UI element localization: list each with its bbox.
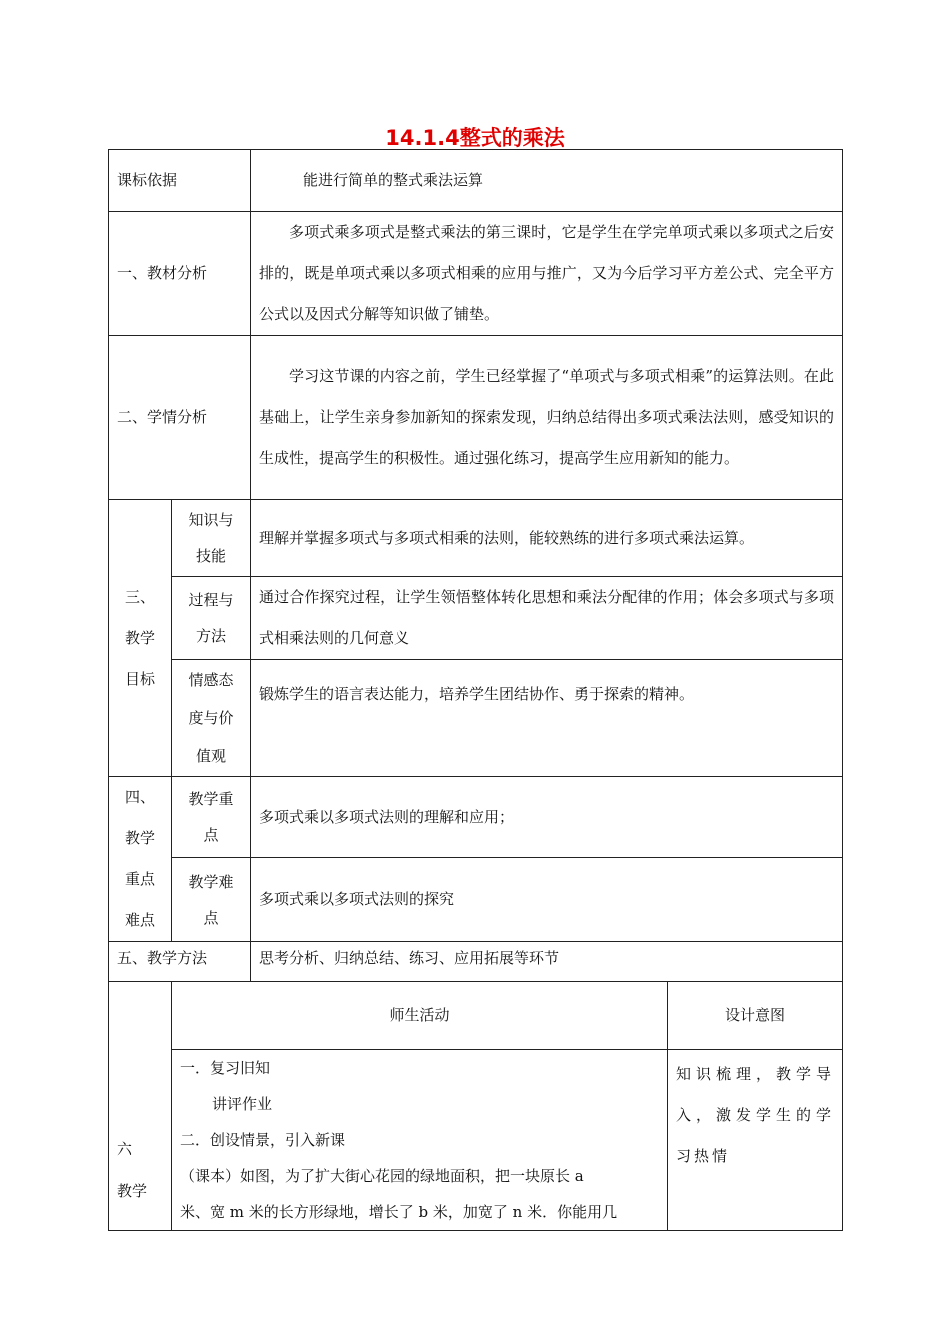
row-process-header — [109, 982, 843, 1050]
goal-knowledge-label — [172, 500, 251, 577]
goal-emotion-label-3: 值观 — [196, 747, 227, 765]
basis-content: 能进行简单的整式乘法运算 — [251, 150, 843, 212]
material-label: 一、教材分析 — [109, 212, 251, 336]
activity-content — [172, 1050, 668, 1231]
goal-knowledge-content: 理解并掌握多项式与多项式相乘的法则，能较熟练的进行多项式乘法运算。 — [251, 500, 843, 577]
focus-difficulty-label — [172, 858, 251, 942]
basis-label: 课标依据 — [109, 150, 251, 212]
goals-label-1: 三、 — [124, 587, 155, 606]
goal-process-label-1: 过程与 — [188, 591, 234, 609]
goal-process-content — [251, 577, 843, 660]
row-method — [109, 942, 843, 982]
focus-key-label-1: 教学重 — [188, 790, 234, 809]
goal-knowledge-label-1: 知识与 — [188, 511, 234, 529]
goal-emotion-label-1: 情感态 — [188, 671, 234, 689]
goal-process-label-2: 方法 — [196, 627, 227, 645]
students-label: 二、学情分析 — [109, 336, 251, 500]
focus-label-1: 四、 — [124, 788, 155, 806]
focus-label-3: 重点 — [124, 870, 155, 888]
focus-label — [109, 777, 172, 942]
students-content — [251, 336, 843, 500]
row-basis — [109, 150, 843, 212]
process-label-1: 六 — [117, 1140, 133, 1158]
activity-line-3: 二．创设情景，引入新课 — [180, 1131, 346, 1149]
lesson-plan-table — [108, 149, 843, 1231]
method-content: 思考分析、归纳总结、练习、应用拓展等环节 — [251, 942, 843, 982]
row-focus-difficulty — [109, 858, 843, 942]
goal-process-label — [172, 577, 251, 660]
focus-difficulty-label-2: 点 — [203, 908, 219, 927]
row-goal-emotion — [109, 660, 843, 777]
row-goal-process — [109, 577, 843, 660]
activity-column-header: 师生活动 — [172, 982, 668, 1050]
row-students — [109, 336, 843, 500]
intent-column-header: 设计意图 — [668, 982, 843, 1050]
process-label-2: 教学 — [117, 1182, 148, 1200]
intent-text: 知识梳理，教学导入，激发学生的学习热情 — [676, 1065, 835, 1165]
row-goal-knowledge — [109, 500, 843, 577]
focus-difficulty-content: 多项式乘以多项式法则的探究 — [251, 858, 843, 942]
focus-key-content: 多项式乘以多项式法则的理解和应用； — [251, 777, 843, 858]
page-title: 14.1.4整式的乘法 — [385, 126, 565, 150]
focus-label-4: 难点 — [124, 911, 155, 929]
intent-content — [668, 1050, 843, 1231]
students-text: 学习这节课的内容之前，学生已经掌握了“单项式与多项式相乘”的运算法则。在此基础上，让学生亲身参加新知的探索发现，归纳总结得出多项式乘法法则，感受知识的生成性，提高学生的积极性。通过强化练习，提高学生应用新知的能力。 — [259, 367, 835, 467]
goals-label-2: 教学 — [124, 628, 155, 647]
row-process-body — [109, 1050, 843, 1231]
goals-label — [109, 500, 172, 777]
goal-emotion-label-2: 度与价 — [188, 709, 234, 727]
material-content — [251, 212, 843, 336]
focus-difficulty-label-1: 教学难 — [188, 872, 234, 891]
focus-label-2: 教学 — [124, 829, 155, 847]
goal-emotion-content: 锻炼学生的语言表达能力，培养学生团结协作、勇于探索的精神。 — [251, 660, 843, 777]
activity-line-4: （课本）如图，为了扩大街心花园的绿地面积，把一块原长 a — [180, 1167, 584, 1185]
goal-knowledge-label-2: 技能 — [196, 547, 227, 565]
activity-line-1: 一．复习旧知 — [180, 1059, 271, 1077]
row-material — [109, 212, 843, 336]
focus-key-label-2: 点 — [203, 826, 219, 845]
focus-key-label — [172, 777, 251, 858]
goals-label-3: 目标 — [124, 669, 155, 688]
goal-emotion-label — [172, 660, 251, 777]
process-label — [109, 982, 172, 1231]
method-label: 五、教学方法 — [109, 942, 251, 982]
material-text: 多项式乘多项式是整式乘法的第三课时，它是学生在学完单项式乘以多项式之后安排的，既是单项式乘以多项式相乘的应用与推广，又为今后学习平方差公式、完全平方公式以及因式分解等知识做了铺垫。 — [259, 223, 835, 323]
activity-line-2: 讲评作业 — [212, 1095, 273, 1113]
activity-line-5: 米、宽 m 米的长方形绿地，增长了 b 米，加宽了 n 米．你能用几 — [180, 1203, 618, 1221]
goal-process-text: 通过合作探究过程，让学生领悟整体转化思想和乘法分配律的作用；体会多项式与多项式相乘法则的几何意义 — [259, 588, 835, 647]
row-focus-key — [109, 777, 843, 858]
